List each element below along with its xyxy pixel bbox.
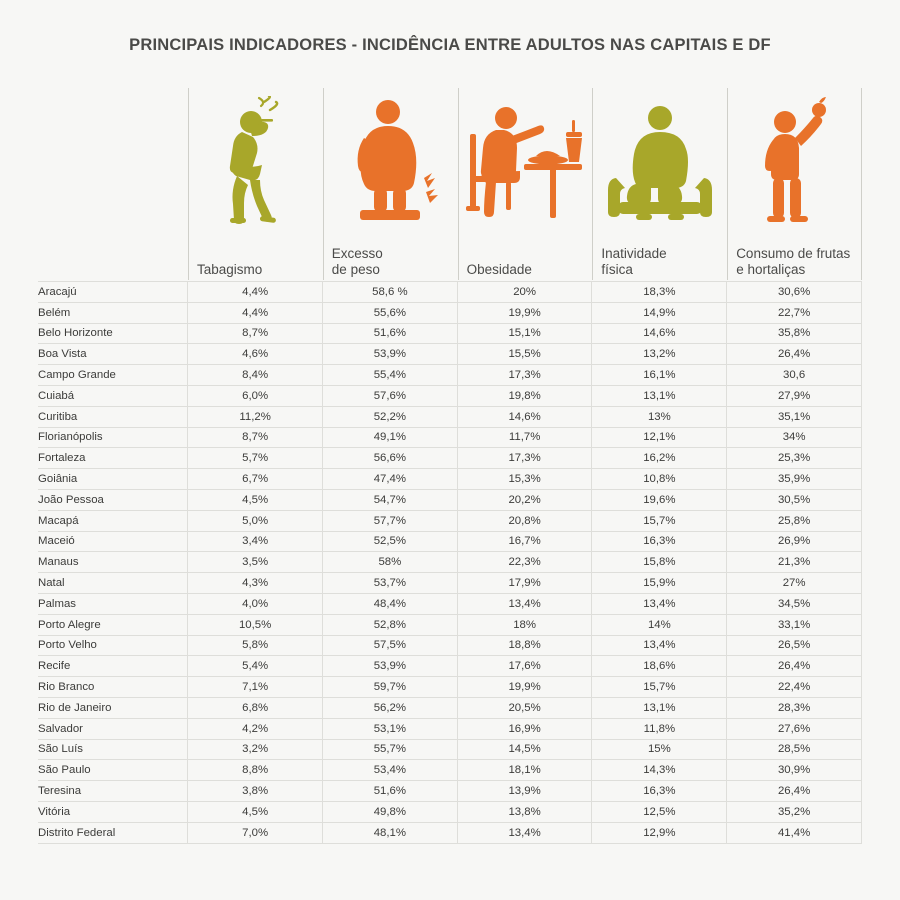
row-value-cell: 14% — [592, 614, 727, 635]
row-value-cell: 15,7% — [592, 510, 727, 531]
row-value-cell: 35,1% — [727, 406, 862, 427]
person-raising-fruit-icon — [728, 94, 861, 224]
row-value-cell: 13,4% — [592, 635, 727, 656]
row-value-cell: 20,5% — [457, 697, 592, 718]
row-value-cell: 13,8% — [457, 801, 592, 822]
row-city-label: Belém — [38, 302, 188, 323]
row-value-cell: 17,3% — [457, 448, 592, 469]
table-row — [38, 448, 862, 469]
row-value-cell: 18% — [457, 614, 592, 635]
person-eating-at-table-icon — [459, 94, 593, 224]
header-cell-excesso-de-peso — [323, 88, 458, 280]
row-value-cell: 28,5% — [727, 739, 862, 760]
row-city-label: Palmas — [38, 593, 188, 614]
table-row — [38, 801, 862, 822]
table-row — [38, 573, 862, 594]
row-value-cell: 11,7% — [457, 427, 592, 448]
row-value-cell: 5,4% — [188, 656, 323, 677]
overweight-person-scale-icon — [324, 94, 458, 224]
row-value-cell: 35,9% — [727, 469, 862, 490]
row-value-cell: 14,6% — [592, 323, 727, 344]
row-value-cell: 16,3% — [592, 531, 727, 552]
row-city-label: Macapá — [38, 510, 188, 531]
row-value-cell: 15,7% — [592, 677, 727, 698]
row-value-cell: 13,4% — [457, 593, 592, 614]
row-value-cell: 48,1% — [322, 822, 457, 843]
row-value-cell: 3,4% — [188, 531, 323, 552]
row-value-cell: 26,9% — [727, 531, 862, 552]
row-value-cell: 53,4% — [322, 760, 457, 781]
row-value-cell: 33,1% — [727, 614, 862, 635]
indicators-table-body — [38, 281, 862, 844]
row-value-cell: 7,0% — [188, 822, 323, 843]
row-value-cell: 19,9% — [457, 302, 592, 323]
row-value-cell: 4,0% — [188, 593, 323, 614]
row-value-cell: 16,7% — [457, 531, 592, 552]
row-value-cell: 16,1% — [592, 365, 727, 386]
row-value-cell: 12,5% — [592, 801, 727, 822]
row-value-cell: 8,4% — [188, 365, 323, 386]
row-value-cell: 34% — [727, 427, 862, 448]
row-city-label: Porto Alegre — [38, 614, 188, 635]
row-city-label: Vitória — [38, 801, 188, 822]
row-value-cell: 4,5% — [188, 801, 323, 822]
header-cell-inatividade-fisica — [592, 88, 727, 280]
row-value-cell: 5,0% — [188, 510, 323, 531]
header-label-consumo-frutas: Consumo de frutas e hortaliças — [736, 246, 851, 278]
row-value-cell: 13,9% — [457, 781, 592, 802]
table-row — [38, 822, 862, 843]
row-value-cell: 17,6% — [457, 656, 592, 677]
row-value-cell: 27,9% — [727, 385, 862, 406]
row-city-label: Boa Vista — [38, 344, 188, 365]
row-value-cell: 34,5% — [727, 593, 862, 614]
row-value-cell: 4,4% — [188, 302, 323, 323]
row-value-cell: 25,3% — [727, 448, 862, 469]
row-value-cell: 10,5% — [188, 614, 323, 635]
row-value-cell: 6,8% — [188, 697, 323, 718]
row-city-label: São Paulo — [38, 760, 188, 781]
row-value-cell: 18,1% — [457, 760, 592, 781]
header-cell-consumo-frutas — [727, 88, 862, 280]
row-value-cell: 6,7% — [188, 469, 323, 490]
row-value-cell: 26,4% — [727, 344, 862, 365]
row-value-cell: 57,7% — [322, 510, 457, 531]
row-value-cell: 57,6% — [322, 385, 457, 406]
row-value-cell: 3,8% — [188, 781, 323, 802]
row-value-cell: 5,7% — [188, 448, 323, 469]
row-value-cell: 4,3% — [188, 573, 323, 594]
row-value-cell: 53,7% — [322, 573, 457, 594]
row-value-cell: 57,5% — [322, 635, 457, 656]
table-row — [38, 427, 862, 448]
row-city-label: João Pessoa — [38, 489, 188, 510]
row-value-cell: 15% — [592, 739, 727, 760]
person-sitting-sofa-icon — [593, 94, 727, 224]
row-city-label: Natal — [38, 573, 188, 594]
row-value-cell: 54,7% — [322, 489, 457, 510]
row-value-cell: 30,6 — [727, 365, 862, 386]
row-value-cell: 49,8% — [322, 801, 457, 822]
row-value-cell: 51,6% — [322, 781, 457, 802]
header-cell-tabagismo — [188, 88, 323, 280]
header-label-inatividade-fisica: Inatividade física — [601, 246, 667, 278]
row-value-cell: 14,6% — [457, 406, 592, 427]
row-value-cell: 41,4% — [727, 822, 862, 843]
row-value-cell: 14,5% — [457, 739, 592, 760]
row-value-cell: 11,2% — [188, 406, 323, 427]
row-value-cell: 19,8% — [457, 385, 592, 406]
table-row — [38, 510, 862, 531]
table-row — [38, 323, 862, 344]
row-value-cell: 55,7% — [322, 739, 457, 760]
row-value-cell: 17,9% — [457, 573, 592, 594]
row-value-cell: 51,6% — [322, 323, 457, 344]
row-city-label: Fortaleza — [38, 448, 188, 469]
row-city-label: Cuiabá — [38, 385, 188, 406]
row-value-cell: 16,2% — [592, 448, 727, 469]
row-value-cell: 15,5% — [457, 344, 592, 365]
row-value-cell: 20% — [457, 282, 592, 303]
row-value-cell: 28,3% — [727, 697, 862, 718]
table-row — [38, 344, 862, 365]
row-city-label: Goiânia — [38, 469, 188, 490]
row-value-cell: 52,8% — [322, 614, 457, 635]
table-row — [38, 531, 862, 552]
row-city-label: São Luís — [38, 739, 188, 760]
table-row — [38, 781, 862, 802]
table-row — [38, 656, 862, 677]
row-city-label: Aracajú — [38, 282, 188, 303]
row-value-cell: 15,9% — [592, 573, 727, 594]
row-value-cell: 12,1% — [592, 427, 727, 448]
table-row — [38, 365, 862, 386]
row-value-cell: 8,8% — [188, 760, 323, 781]
row-value-cell: 27% — [727, 573, 862, 594]
row-value-cell: 4,5% — [188, 489, 323, 510]
row-value-cell: 26,4% — [727, 656, 862, 677]
row-value-cell: 13,4% — [457, 822, 592, 843]
row-value-cell: 25,8% — [727, 510, 862, 531]
row-city-label: Manaus — [38, 552, 188, 573]
indicators-table — [38, 281, 862, 844]
row-value-cell: 15,8% — [592, 552, 727, 573]
row-value-cell: 26,5% — [727, 635, 862, 656]
row-city-label: Distrito Federal — [38, 822, 188, 843]
row-value-cell: 14,9% — [592, 302, 727, 323]
row-value-cell: 56,6% — [322, 448, 457, 469]
table-row — [38, 760, 862, 781]
header-label-excesso-de-peso: Excesso de peso — [331, 246, 383, 278]
row-value-cell: 5,8% — [188, 635, 323, 656]
row-value-cell: 53,1% — [322, 718, 457, 739]
row-value-cell: 4,4% — [188, 282, 323, 303]
table-row — [38, 302, 862, 323]
row-value-cell: 47,4% — [322, 469, 457, 490]
row-value-cell: 53,9% — [322, 344, 457, 365]
row-value-cell: 18,6% — [592, 656, 727, 677]
row-value-cell: 8,7% — [188, 427, 323, 448]
row-value-cell: 30,5% — [727, 489, 862, 510]
row-city-label: Porto Velho — [38, 635, 188, 656]
row-city-label: Recife — [38, 656, 188, 677]
row-city-label: Teresina — [38, 781, 188, 802]
table-row — [38, 635, 862, 656]
row-value-cell: 12,9% — [592, 822, 727, 843]
row-city-label: Florianópolis — [38, 427, 188, 448]
smoking-person-icon — [189, 94, 323, 224]
row-value-cell: 13% — [592, 406, 727, 427]
row-value-cell: 35,2% — [727, 801, 862, 822]
row-value-cell: 48,4% — [322, 593, 457, 614]
header-label-obesidade: Obesidade — [466, 262, 532, 278]
header-cell-obesidade — [458, 88, 593, 280]
row-value-cell: 6,0% — [188, 385, 323, 406]
row-value-cell: 59,7% — [322, 677, 457, 698]
row-value-cell: 52,5% — [322, 531, 457, 552]
table-row — [38, 385, 862, 406]
row-value-cell: 3,2% — [188, 739, 323, 760]
row-value-cell: 4,6% — [188, 344, 323, 365]
table-row — [38, 739, 862, 760]
header-label-tabagismo: Tabagismo — [197, 262, 263, 278]
table-row — [38, 718, 862, 739]
row-value-cell: 20,2% — [457, 489, 592, 510]
row-value-cell: 30,9% — [727, 760, 862, 781]
row-value-cell: 17,3% — [457, 365, 592, 386]
row-value-cell: 18,3% — [592, 282, 727, 303]
row-city-label: Salvador — [38, 718, 188, 739]
row-value-cell: 7,1% — [188, 677, 323, 698]
row-value-cell: 55,4% — [322, 365, 457, 386]
row-value-cell: 8,7% — [188, 323, 323, 344]
row-value-cell: 10,8% — [592, 469, 727, 490]
row-city-label: Curitiba — [38, 406, 188, 427]
row-value-cell: 15,1% — [457, 323, 592, 344]
table-row — [38, 697, 862, 718]
table-row — [38, 406, 862, 427]
row-value-cell: 19,6% — [592, 489, 727, 510]
header-cell-city — [38, 88, 188, 280]
row-value-cell: 22,4% — [727, 677, 862, 698]
row-value-cell: 11,8% — [592, 718, 727, 739]
page-title: PRINCIPAIS INDICADORES - INCIDÊNCIA ENTRE ADULTOS NAS CAPITAIS E DF — [129, 36, 771, 54]
row-value-cell: 58% — [322, 552, 457, 573]
row-city-label: Rio Branco — [38, 677, 188, 698]
row-value-cell: 27,6% — [727, 718, 862, 739]
row-value-cell: 22,3% — [457, 552, 592, 573]
row-value-cell: 52,2% — [322, 406, 457, 427]
row-city-label: Belo Horizonte — [38, 323, 188, 344]
table-row — [38, 469, 862, 490]
row-value-cell: 26,4% — [727, 781, 862, 802]
row-city-label: Maceió — [38, 531, 188, 552]
row-value-cell: 16,3% — [592, 781, 727, 802]
row-value-cell: 16,9% — [457, 718, 592, 739]
row-value-cell: 13,4% — [592, 593, 727, 614]
table-row — [38, 677, 862, 698]
row-value-cell: 55,6% — [322, 302, 457, 323]
row-value-cell: 35,8% — [727, 323, 862, 344]
row-value-cell: 19,9% — [457, 677, 592, 698]
row-value-cell: 13,1% — [592, 385, 727, 406]
row-value-cell: 15,3% — [457, 469, 592, 490]
row-value-cell: 30,6% — [727, 282, 862, 303]
row-value-cell: 14,3% — [592, 760, 727, 781]
row-value-cell: 13,1% — [592, 697, 727, 718]
table-header-band — [38, 88, 862, 280]
row-value-cell: 20,8% — [457, 510, 592, 531]
row-value-cell: 3,5% — [188, 552, 323, 573]
row-value-cell: 4,2% — [188, 718, 323, 739]
row-city-label: Campo Grande — [38, 365, 188, 386]
table-row — [38, 614, 862, 635]
row-value-cell: 56,2% — [322, 697, 457, 718]
row-value-cell: 58,6 % — [322, 282, 457, 303]
row-value-cell: 13,2% — [592, 344, 727, 365]
table-row — [38, 593, 862, 614]
table-row — [38, 489, 862, 510]
row-value-cell: 21,3% — [727, 552, 862, 573]
table-row — [38, 282, 862, 303]
row-city-label: Rio de Janeiro — [38, 697, 188, 718]
row-value-cell: 18,8% — [457, 635, 592, 656]
row-value-cell: 49,1% — [322, 427, 457, 448]
row-value-cell: 53,9% — [322, 656, 457, 677]
row-value-cell: 22,7% — [727, 302, 862, 323]
table-row — [38, 552, 862, 573]
